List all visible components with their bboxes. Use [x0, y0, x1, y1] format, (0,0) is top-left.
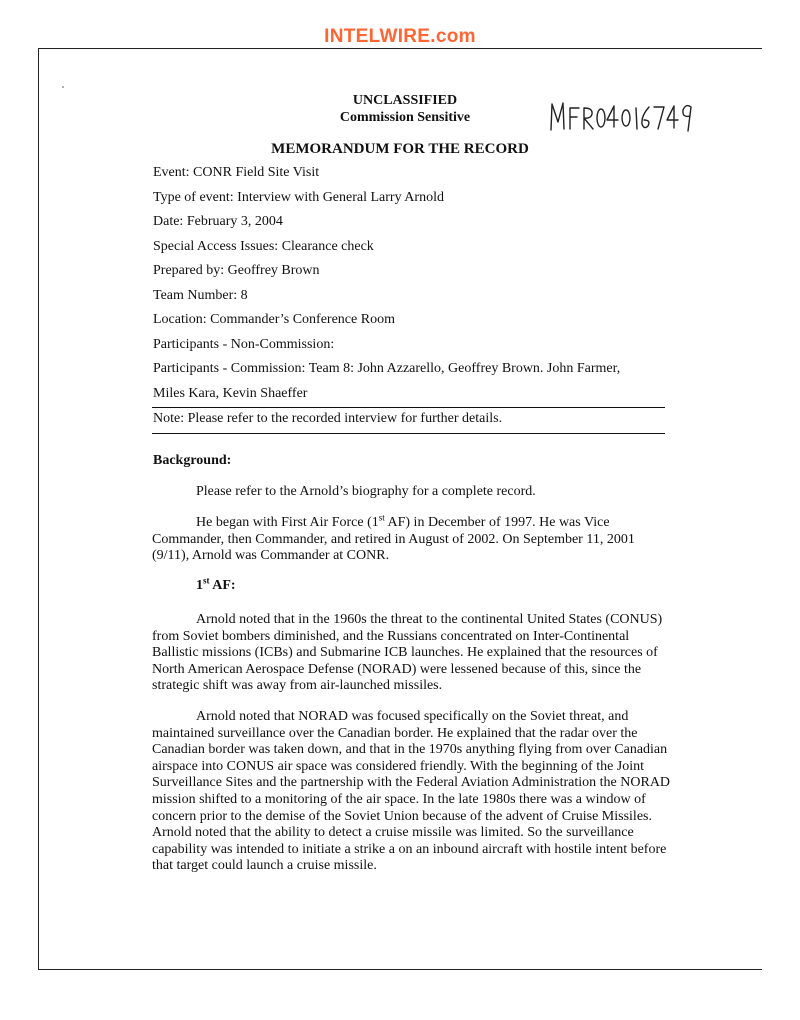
field-participants-non-commission: Participants - Non-Commission: — [153, 336, 335, 352]
scan-border-bottom — [38, 969, 762, 970]
background-heading: Background: — [153, 453, 232, 468]
field-date: Date: February 3, 2004 — [153, 214, 283, 229]
first-af-paragraph-2: Arnold noted that NORAD was focused specifically on the Soviet threat, and maintained surveillance over the Canadian border. He explained that the radar over the Canadian border was taken down, and that in the 1970s anything flying from over Canadian airspace into CONUS air space was considered friendly. With the beginning of the Joint Surveillance Sites and the partnership with the Federal Aviation Administration the NORAD mission shifted to a monitoring of the air space. In the late 1980s there was a window of concern prior to the demise of the Soviet Union because of the advent of Cruise Missiles. Arnold noted that the ability to detect a cruise missile was limited. So the surveillance capability was intended to initiate a strike a on an inbound aircraft with hostile intent before that target could launch a cruise missile. — [152, 709, 671, 874]
memo-title: MEMORANDUM FOR THE RECORD — [271, 141, 529, 157]
scan-border-left — [38, 48, 39, 970]
first-af-paragraph-1: Arnold noted that in the 1960s the threat to the continental United States (CONUS) from Soviet bombers diminished, and the Russians concentrated on Inter-Continental Ballistic missions (ICBs) and Submarine ICB launches. He explained that the resources of North American Aerospace Defense (NORAD) were lessened because of this, since the strategic shift was away from air-launched missiles. — [152, 612, 663, 694]
memo-fields — [153, 164, 673, 409]
bg-p2-superscript: st — [378, 512, 385, 523]
field-team-number: Team Number: 8 — [153, 287, 248, 303]
note-rule-bottom — [152, 433, 665, 434]
first-af-heading: 1st AF: — [196, 575, 236, 593]
note-text: Note: Please refer to the recorded interview for further details. — [153, 411, 503, 426]
scan-border-top — [38, 48, 762, 49]
field-participants-commission: Participants - Commission: Team 8: John Azzarello, Geoffrey Brown. John Farmer, — [153, 361, 621, 376]
field-prepared-by: Prepared by: Geoffrey Brown — [153, 263, 320, 278]
field-special-access: Special Access Issues: Clearance check — [153, 238, 374, 254]
bg-p2-rest: AF) in December of 1997. He was Vice Commander, then Commander, and retired in August of 2002. On September 11, 2001 (9/11), Arnold was Commander at CONR. — [152, 515, 635, 564]
sensitivity-label: Commission Sensitive — [339, 110, 471, 125]
background-paragraph-2 — [152, 512, 672, 565]
field-event: Event: CONR Field Site Visit — [153, 165, 320, 180]
intelwire-watermark: INTELWIRE.com — [324, 26, 476, 47]
field-participants-commission-cont: Miles Kara, Kevin Shaeffer — [153, 385, 308, 401]
field-location: Location: Commander’s Conference Room — [153, 312, 395, 327]
note-rule-top — [152, 407, 665, 408]
classification-label: UNCLASSIFIED — [352, 93, 458, 108]
scan-speck — [62, 86, 64, 88]
classification-header — [260, 92, 550, 126]
bg-p2-start: He began with First Air Force (1 — [196, 515, 379, 530]
handwritten-document-id — [548, 96, 698, 138]
background-paragraph-1: Please refer to the Arnold’s biography for a complete record. — [196, 484, 536, 499]
field-type-of-event: Type of event: Interview with General Larry Arnold — [153, 189, 444, 205]
